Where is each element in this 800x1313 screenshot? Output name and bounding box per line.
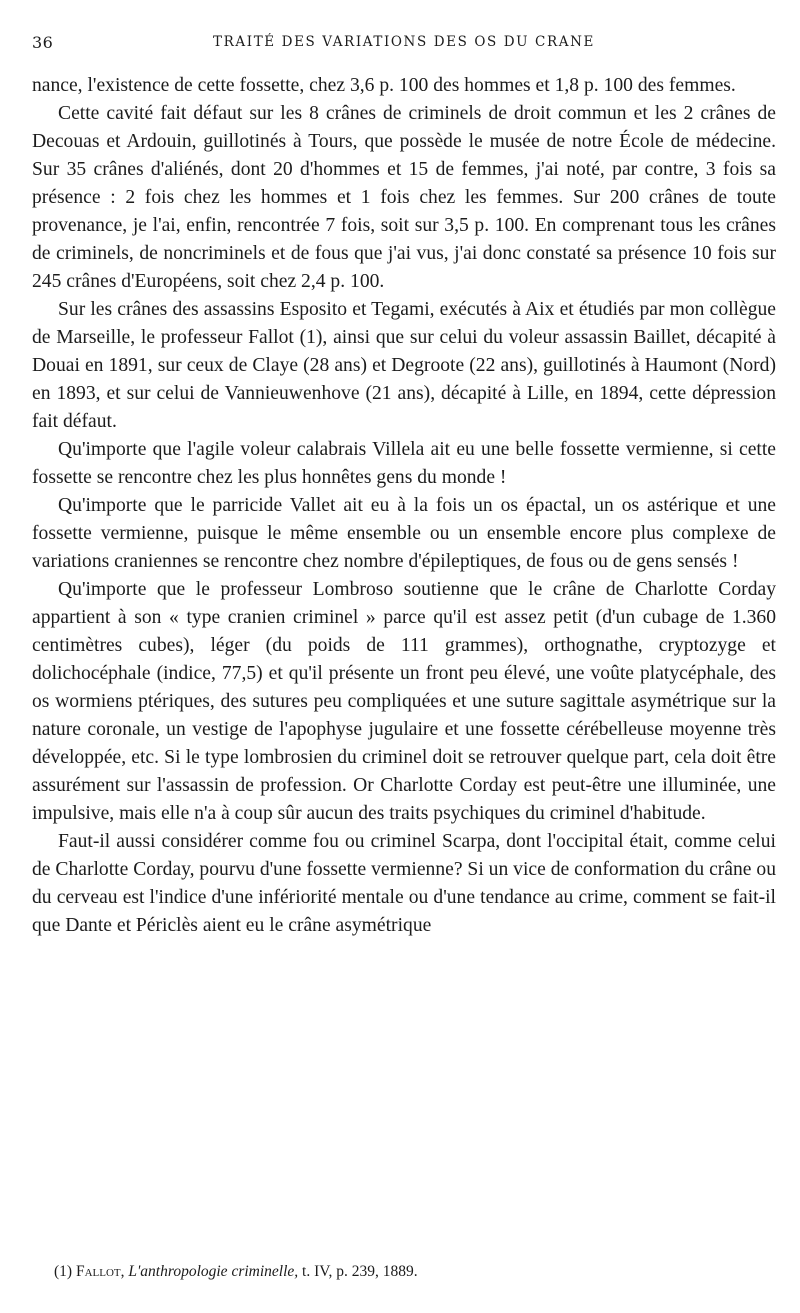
paragraph: Qu'importe que l'agile voleur calabrais Villela ait eu une belle fossette vermienne, si cette fossette se rencontre chez les plus honnêtes gens du monde !: [32, 439, 776, 488]
page-number: 36: [32, 33, 54, 52]
running-title: TRAITÉ DES VARIATIONS DES OS DU CRANE: [213, 34, 595, 50]
footnote-marker: (1): [54, 1263, 73, 1280]
paragraph: Sur les crânes des assassins Esposito et Tegami, exécutés à Aix et étudiés par mon collègue de Marseille, le professeur Fallot (1), ainsi que sur celui du voleur assassin Baillet, décapité à Douai en 1891, sur ceux de Claye (28 ans) et Degroote (22 ans), guillotinés à Haumont (Nord) en 1893, et sur celui de Vannieuwenhove (21 ans), décapité à Lille, en 1894, cette dépression fait défaut.: [32, 299, 776, 432]
footnote-author: Fallot,: [75, 1263, 125, 1280]
paragraph: Qu'importe que le parricide Vallet ait eu à la fois un os épactal, un os astérique et une fossette vermienne, puisque le même ensemble ou un ensemble encore plus complexe de variations craniennes se rencontre chez nombre d'épileptiques, de fous ou de gens sensés !: [32, 495, 776, 572]
footnote-details: t. IV, p. 239, 1889.: [302, 1263, 418, 1280]
paragraph: Qu'importe que le professeur Lombroso soutienne que le crâne de Charlotte Corday appartient à son « type cranien criminel » parce qu'il est assez petit (d'un cubage de 1.360 centimètres cubes), léger (du poids de 111 grammes), orthognathe, cryptozyge et dolichocéphale (indice, 77,5) et qu'il présente un front peu élevé, une voûte platycéphale, des os wormiens ptériques, des sutures peu compliquées et une suture sagittale asymétrique sur la nature coronale, un vestige de l'apophyse jugulaire et une fossette cérébelleuse moyenne très développée, etc. Si le type lombrosien du criminel doit se retrouver quelque part, cela doit être assurément sur l'assassin de profession. Or Charlotte Corday est peut-être une illuminée, une impulsive, mais elle n'a à coup sûr aucun des traits psychiques du criminel d'habitude.: [32, 579, 776, 824]
book-page: [32, 0, 776, 1313]
paragraph: nance, l'existence de cette fossette, chez 3,6 p. 100 des hommes et 1,8 p. 100 des femmes.: [32, 75, 736, 96]
footnote-work-title: L'anthropologie criminelle,: [128, 1263, 299, 1280]
body-text: [32, 72, 776, 940]
page-header: [32, 33, 776, 55]
paragraph: Cette cavité fait défaut sur les 8 crânes de criminels de droit commun et les 2 crânes de Decouas et Ardouin, guillotinés à Tours, que possède le musée de notre École de médecine. Sur 35 crânes d'aliénés, dont 20 d'hommes et 15 de femmes, j'ai noté, par contre, 3 fois sa présence : 2 fois chez les hommes et 1 fois chez les femmes. Sur 200 crânes de toute provenance, je l'ai, enfin, rencontrée 7 fois, soit sur 3,5 p. 100. En comprenant tous les crânes de criminels, de noncriminels et de fous que j'ai vus, j'ai donc constaté sa présence 10 fois sur 245 crânes d'Européens, soit chez 2,4 p. 100.: [32, 103, 776, 292]
footnote: [54, 1262, 776, 1282]
paragraph: Faut-il aussi considérer comme fou ou criminel Scarpa, dont l'occipital était, comme celui de Charlotte Corday, pourvu d'une fossette vermienne? Si un vice de conformation du crâne ou du cerveau est l'indice d'une infériorité mentale ou d'une tendance au crime, comment se fait-il que Dante et Périclès aient eu le crâne asymétrique: [32, 831, 776, 936]
